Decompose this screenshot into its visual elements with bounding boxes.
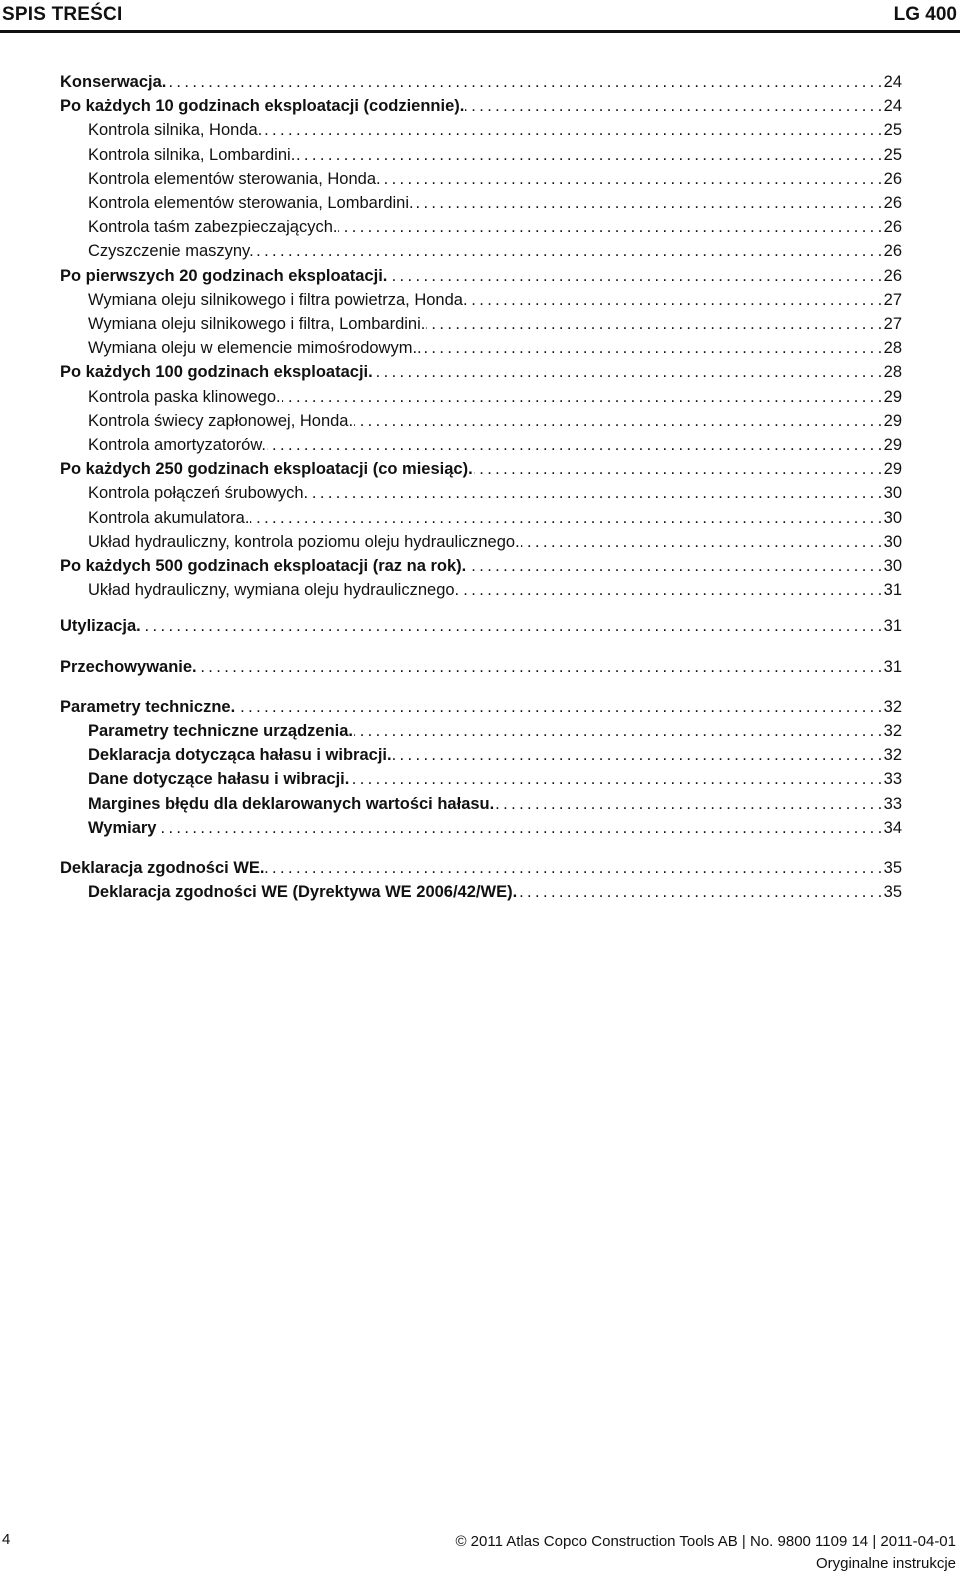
toc-entry[interactable]: [88, 814, 902, 838]
toc-leader-dots: [354, 411, 882, 431]
toc-entry-title: Deklaracja zgodności WE (Dyrektywa WE 2006/42/WE).: [88, 883, 518, 902]
toc-entry[interactable]: [88, 286, 902, 310]
toc-entry-page: 34: [883, 818, 902, 837]
toc-entry-title: Margines błędu dla deklarowanych wartości hałasu.: [88, 794, 495, 813]
toc-leader-dots: [354, 721, 882, 741]
toc-entry[interactable]: [60, 612, 902, 636]
toc-entry-title: Wymiana oleju silnikowego i filtra, Lombardini.: [88, 315, 426, 333]
toc-leader-dots: [236, 697, 881, 717]
toc-leader-dots: [474, 459, 882, 479]
toc-leader-dots: [518, 882, 881, 902]
toc-leader-dots: [350, 769, 881, 789]
toc-entry-page: 25: [883, 145, 902, 164]
toc-entry-title: Wymiary: [88, 818, 157, 837]
toc-entry-page: 30: [883, 557, 902, 575]
toc-leader-dots: [142, 616, 882, 636]
toc-entry-title: Kontrola silnika, Lombardini.: [88, 145, 296, 164]
toc-leader-dots: [388, 266, 881, 286]
toc-entry-page: 31: [883, 657, 902, 676]
toc-entry[interactable]: [88, 431, 902, 455]
toc-entry-title: Układ hydrauliczny, kontrola poziomu oleju hydraulicznego.: [88, 532, 520, 551]
toc-leader-dots: [282, 387, 882, 407]
toc-entry-page: 24: [883, 97, 902, 116]
toc-entry[interactable]: [88, 504, 902, 528]
toc-entry[interactable]: [88, 528, 902, 552]
toc-entry[interactable]: [88, 407, 902, 431]
toc-entry-title: Dane dotyczące hałasu i wibracji.: [88, 770, 350, 789]
toc-entry[interactable]: [88, 741, 902, 765]
toc-entry-page: 35: [883, 859, 902, 877]
toc-entry-page: 27: [883, 290, 902, 309]
toc-entry-title: Kontrola elementów sterowania, Lombardini.: [88, 194, 414, 212]
toc-entry-title: Utylizacja.: [60, 617, 141, 636]
toc-entry[interactable]: [88, 213, 902, 237]
toc-entry[interactable]: [60, 653, 902, 677]
toc-leader-dots: [382, 169, 882, 189]
toc-entry-page: 32: [883, 746, 902, 765]
toc-entry[interactable]: [88, 576, 902, 600]
toc-leader-dots: [265, 858, 881, 878]
toc-leader-dots: [167, 72, 881, 92]
toc-entry-page: 25: [883, 121, 902, 140]
toc-entry[interactable]: [88, 717, 902, 741]
toc-entry-page: 27: [883, 315, 902, 333]
toc-entry[interactable]: [88, 116, 902, 140]
toc-entry-title: Kontrola amortyzatorów.: [88, 436, 266, 454]
toc-entry-title: Kontrola silnika, Honda.: [88, 121, 263, 140]
toc-entry[interactable]: [88, 765, 902, 789]
toc-leader-dots: [423, 338, 882, 358]
toc-entry-title: Deklaracja zgodności WE.: [60, 859, 265, 877]
section-title: SPIS TREŚCI: [2, 4, 123, 25]
toc-entry-title: Po każdych 250 godzinach eksploatacji (co miesiąc).: [60, 460, 473, 479]
toc-leader-dots: [469, 290, 882, 310]
toc-entry-page: 30: [883, 508, 902, 527]
toc-entry[interactable]: [88, 383, 902, 407]
toc-entry-title: Wymiana oleju w elemencie mimośrodowym..: [88, 339, 422, 358]
toc-entry-title: Kontrola paska klinowego.: [88, 387, 281, 406]
page-footer: [455, 1531, 956, 1575]
toc-leader-dots: [250, 508, 881, 528]
toc-entry-title: Po każdych 500 godzinach eksploatacji (raz na rok).: [60, 557, 467, 575]
toc-entry-title: Parametry techniczne urządzenia.: [88, 722, 354, 740]
toc-entry[interactable]: [88, 165, 902, 189]
toc-entry-page: 30: [883, 484, 902, 503]
toc-entry-title: Czyszczenie maszyny.: [88, 242, 254, 261]
toc-leader-dots: [157, 818, 881, 838]
toc-entry-page: 31: [883, 617, 902, 636]
toc-entry-page: 30: [883, 532, 902, 551]
toc-leader-dots: [467, 556, 881, 576]
toc-entry-page: 29: [883, 387, 902, 406]
toc-leader-dots: [263, 120, 881, 140]
toc-entry-title: Kontrola świecy zapłonowej, Honda.: [88, 411, 354, 430]
toc-entry[interactable]: [60, 262, 902, 286]
toc-leader-dots: [521, 532, 882, 552]
toc-entry-page: 26: [883, 266, 902, 285]
toc-entry-page: 33: [883, 770, 902, 789]
toc-leader-dots: [267, 435, 882, 455]
toc-entry-page: 29: [883, 460, 902, 479]
toc-entry-page: 28: [883, 339, 902, 358]
page-header: [0, 0, 960, 33]
toc-leader-dots: [393, 745, 882, 765]
toc-entry-title: Przechowywanie.: [60, 657, 197, 676]
header-divider: [0, 30, 960, 33]
toc-entry[interactable]: [60, 68, 902, 92]
toc-entry[interactable]: [88, 189, 902, 213]
toc-entry-title: Po każdych 10 godzinach eksploatacji (codziennie).: [60, 97, 465, 116]
toc-entry[interactable]: [88, 479, 902, 503]
toc-entry[interactable]: [88, 334, 902, 358]
toc-entry[interactable]: [60, 358, 902, 382]
toc-entry-title: Kontrola połączeń śrubowych.: [88, 484, 309, 503]
original-instructions-note: Oryginalne instrukcje: [815, 1555, 956, 1572]
toc-entry-title: Kontrola elementów sterowania, Honda.: [88, 169, 381, 188]
toc-entry[interactable]: [60, 92, 902, 116]
toc-entry-title: Konserwacja.: [60, 73, 167, 91]
copyright-line: © 2011 Atlas Copco Construction Tools AB | No. 9800 1109 14 | 2011-04-01: [455, 1533, 956, 1550]
toc-entry[interactable]: [88, 790, 902, 814]
toc-entry[interactable]: [60, 693, 902, 717]
toc-leader-dots: [255, 241, 882, 261]
toc-entry-page: 32: [883, 722, 902, 740]
toc-leader-dots: [465, 96, 881, 116]
toc-leader-dots: [415, 193, 882, 213]
toc-leader-dots: [460, 580, 882, 600]
toc-leader-dots: [374, 362, 882, 382]
toc-leader-dots: [495, 794, 881, 814]
toc-leader-dots: [198, 657, 882, 677]
toc-entry-page: 35: [883, 883, 902, 902]
toc-entry[interactable]: [88, 141, 902, 165]
toc-entry-page: 33: [883, 794, 902, 813]
toc-entry-page: 26: [883, 169, 902, 188]
toc-entry-title: Wymiana oleju silnikowego i filtra powietrza, Honda.: [88, 290, 468, 309]
toc-entry[interactable]: [60, 854, 902, 878]
toc-leader-dots: [296, 145, 881, 165]
toc-entry-page: 29: [883, 436, 902, 454]
toc-entry-title: Parametry techniczne.: [60, 697, 236, 716]
toc-entry-title: Kontrola taśm zabezpieczających.: [88, 218, 338, 237]
model-name: LG 400: [893, 4, 957, 25]
toc-entry[interactable]: [88, 310, 902, 334]
toc-leader-dots: [426, 314, 881, 334]
toc-entry-page: 24: [883, 73, 902, 91]
toc-entry-page: 31: [883, 581, 902, 600]
toc-entry[interactable]: [88, 878, 902, 902]
page-number: 4: [2, 1531, 11, 1548]
toc-entry-title: Układ hydrauliczny, wymiana oleju hydraulicznego.: [88, 581, 460, 600]
toc-entry-page: 26: [883, 242, 902, 261]
toc-entry[interactable]: [60, 552, 902, 576]
toc-leader-dots: [338, 217, 881, 237]
toc-entry[interactable]: [88, 237, 902, 261]
toc-entry-page: 28: [883, 363, 902, 382]
toc-entry-page: 26: [883, 194, 902, 212]
toc-entry-title: Po pierwszych 20 godzinach eksploatacji.: [60, 266, 388, 285]
toc-entry-title: Po każdych 100 godzinach eksploatacji.: [60, 363, 373, 382]
toc-entry-page: 29: [883, 411, 902, 430]
toc-entry-title: Deklaracja dotycząca hałasu i wibracji.: [88, 746, 392, 765]
toc-entry-title: Kontrola akumulatora.: [88, 508, 250, 527]
toc-entry-page: 26: [883, 218, 902, 237]
toc-leader-dots: [309, 483, 882, 503]
toc-entry[interactable]: [60, 455, 902, 479]
toc-entry-page: 32: [883, 697, 902, 716]
